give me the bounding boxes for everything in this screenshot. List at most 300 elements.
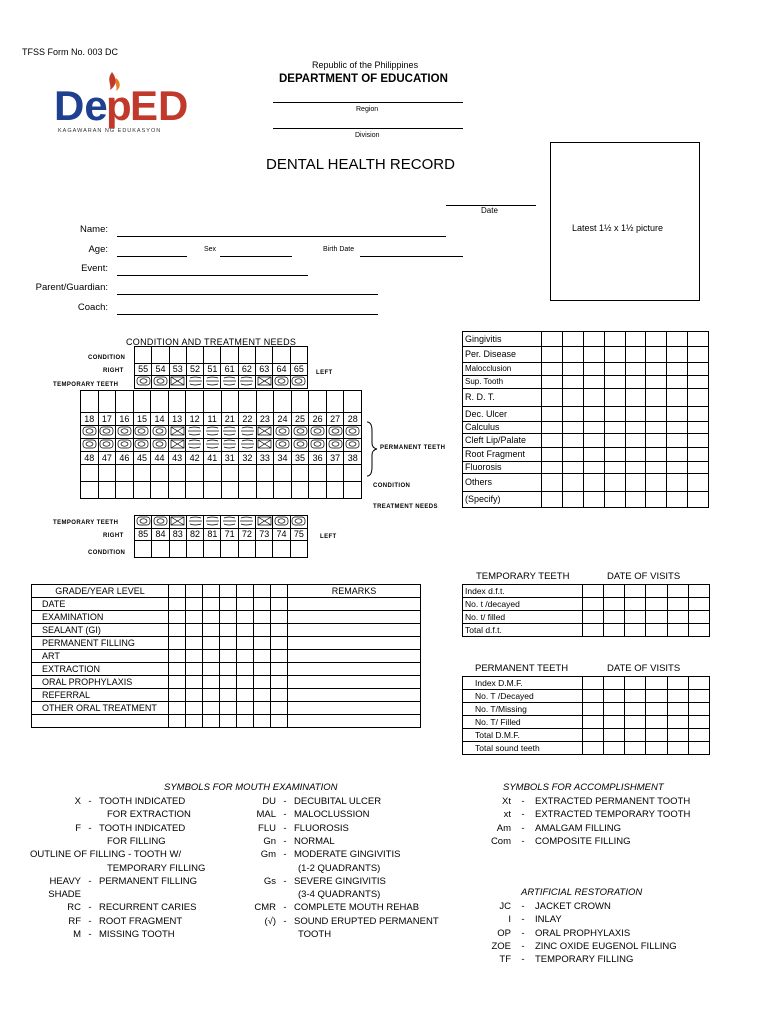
tooth-cell[interactable] <box>221 465 239 482</box>
visit-cell[interactable] <box>667 729 688 742</box>
grade-cell[interactable] <box>186 598 203 611</box>
tooth-cell[interactable] <box>168 391 186 413</box>
condition-cell[interactable] <box>688 448 709 462</box>
tooth-cell[interactable] <box>151 439 169 452</box>
grade-cell[interactable] <box>220 676 237 689</box>
condition-cell[interactable] <box>583 448 604 462</box>
grade-cell[interactable] <box>254 585 271 598</box>
grade-cell[interactable] <box>237 663 254 676</box>
grade-cell[interactable] <box>271 702 288 715</box>
tooth-cell[interactable] <box>203 426 221 439</box>
condition-cell[interactable] <box>688 389 709 407</box>
tooth-cell[interactable] <box>239 482 257 499</box>
condition-cell[interactable] <box>667 474 688 492</box>
grade-cell[interactable] <box>271 689 288 702</box>
grade-cell[interactable] <box>220 598 237 611</box>
condition-cell[interactable] <box>542 347 563 363</box>
condition-cell[interactable] <box>583 434 604 448</box>
grade-cell[interactable] <box>288 650 421 663</box>
condition-cell[interactable] <box>562 347 583 363</box>
tooth-cell[interactable] <box>256 482 274 499</box>
visit-cell[interactable] <box>625 677 646 690</box>
visit-cell[interactable] <box>625 742 646 755</box>
condition-cell[interactable] <box>646 434 667 448</box>
condition-cell[interactable] <box>646 363 667 376</box>
condition-cell[interactable] <box>646 448 667 462</box>
grade-cell[interactable] <box>220 611 237 624</box>
tooth-cell[interactable] <box>326 482 344 499</box>
birth-date-field[interactable] <box>360 256 463 257</box>
grade-cell[interactable] <box>169 650 186 663</box>
visit-cell[interactable] <box>583 677 604 690</box>
visit-cell[interactable] <box>646 703 667 716</box>
condition-cell[interactable] <box>646 422 667 434</box>
visit-cell[interactable] <box>583 624 604 637</box>
condition-cell[interactable] <box>625 434 646 448</box>
tooth-cell[interactable] <box>168 426 186 439</box>
visit-cell[interactable] <box>604 585 625 598</box>
grade-cell[interactable] <box>288 611 421 624</box>
tooth-cell[interactable] <box>151 465 169 482</box>
tooth-cell[interactable] <box>133 426 151 439</box>
name-field[interactable] <box>117 236 446 237</box>
condition-cell[interactable] <box>625 407 646 422</box>
grade-cell[interactable] <box>254 637 271 650</box>
tooth-cell[interactable] <box>133 482 151 499</box>
condition-cell[interactable] <box>688 347 709 363</box>
tooth-cell[interactable] <box>186 516 203 529</box>
grade-cell[interactable] <box>220 637 237 650</box>
condition-cell[interactable] <box>625 462 646 474</box>
condition-cell[interactable] <box>667 462 688 474</box>
grade-cell[interactable] <box>254 650 271 663</box>
tooth-cell[interactable] <box>98 465 116 482</box>
condition-cell[interactable] <box>604 363 625 376</box>
tooth-cell[interactable] <box>309 482 327 499</box>
condition-cell[interactable] <box>562 376 583 389</box>
condition-cell[interactable] <box>542 407 563 422</box>
tooth-cell[interactable] <box>186 391 204 413</box>
condition-cell[interactable] <box>583 462 604 474</box>
tooth-cell[interactable] <box>239 391 257 413</box>
condition-cell[interactable] <box>604 407 625 422</box>
tooth-cell[interactable] <box>152 516 169 529</box>
tooth-cell[interactable] <box>238 376 255 389</box>
grade-cell[interactable] <box>254 702 271 715</box>
tooth-cell[interactable] <box>309 439 327 452</box>
condition-cell[interactable] <box>542 376 563 389</box>
tooth-cell[interactable] <box>203 465 221 482</box>
grade-cell[interactable] <box>220 702 237 715</box>
tooth-cell[interactable] <box>186 482 204 499</box>
visit-cell[interactable] <box>583 742 604 755</box>
condition-cell[interactable] <box>583 376 604 389</box>
tooth-cell[interactable] <box>133 439 151 452</box>
grade-cell[interactable] <box>271 715 288 728</box>
division-line[interactable] <box>273 128 463 129</box>
tooth-cell[interactable] <box>239 465 257 482</box>
visit-cell[interactable] <box>646 677 667 690</box>
visit-cell[interactable] <box>604 716 625 729</box>
grade-cell[interactable] <box>203 689 220 702</box>
condition-cell[interactable] <box>646 492 667 508</box>
condition-cell[interactable] <box>604 332 625 347</box>
tooth-cell[interactable] <box>326 426 344 439</box>
tooth-cell[interactable] <box>291 465 309 482</box>
tooth-cell[interactable] <box>256 376 273 389</box>
tooth-cell[interactable] <box>326 465 344 482</box>
grade-cell[interactable] <box>203 611 220 624</box>
grade-cell[interactable] <box>169 624 186 637</box>
condition-cell[interactable] <box>583 389 604 407</box>
grade-cell[interactable] <box>254 611 271 624</box>
condition-cell[interactable] <box>604 422 625 434</box>
condition-cell[interactable] <box>625 474 646 492</box>
condition-cell[interactable] <box>562 462 583 474</box>
condition-cell[interactable] <box>667 434 688 448</box>
event-field[interactable] <box>117 275 308 276</box>
grade-cell[interactable] <box>237 624 254 637</box>
tooth-cell[interactable] <box>309 426 327 439</box>
condition-cell[interactable] <box>646 332 667 347</box>
condition-cell[interactable] <box>583 407 604 422</box>
condition-cell[interactable] <box>667 363 688 376</box>
condition-cell[interactable] <box>562 474 583 492</box>
tooth-cell[interactable] <box>256 426 274 439</box>
grade-cell[interactable] <box>237 689 254 702</box>
condition-cell[interactable] <box>667 492 688 508</box>
visit-cell[interactable] <box>604 611 625 624</box>
grade-cell[interactable] <box>169 676 186 689</box>
grade-cell[interactable] <box>237 650 254 663</box>
tooth-cell[interactable] <box>116 465 134 482</box>
tooth-cell[interactable] <box>274 391 292 413</box>
tooth-cell[interactable] <box>221 391 239 413</box>
grade-cell[interactable] <box>169 702 186 715</box>
tooth-cell[interactable] <box>239 439 257 452</box>
condition-cell[interactable] <box>542 363 563 376</box>
tooth-cell[interactable] <box>81 465 99 482</box>
tooth-cell[interactable] <box>116 391 134 413</box>
condition-cell[interactable] <box>562 492 583 508</box>
tooth-cell[interactable] <box>81 426 99 439</box>
condition-cell[interactable] <box>646 474 667 492</box>
tooth-cell[interactable] <box>168 465 186 482</box>
condition-cell[interactable] <box>625 389 646 407</box>
condition-cell[interactable] <box>667 347 688 363</box>
tooth-cell[interactable] <box>81 391 99 413</box>
tooth-cell[interactable] <box>274 426 292 439</box>
visit-cell[interactable] <box>646 611 667 624</box>
visit-cell[interactable] <box>625 624 646 637</box>
condition-cell[interactable] <box>604 462 625 474</box>
tooth-cell[interactable] <box>290 516 307 529</box>
tooth-cell[interactable] <box>291 426 309 439</box>
tooth-cell[interactable] <box>133 465 151 482</box>
condition-cell[interactable] <box>688 474 709 492</box>
tooth-cell[interactable] <box>204 376 221 389</box>
condition-cell[interactable] <box>625 422 646 434</box>
grade-cell[interactable] <box>288 637 421 650</box>
grade-cell[interactable] <box>220 624 237 637</box>
visit-cell[interactable] <box>646 742 667 755</box>
condition-cell[interactable] <box>583 492 604 508</box>
visit-cell[interactable] <box>667 677 688 690</box>
grade-cell[interactable] <box>220 689 237 702</box>
tooth-cell[interactable] <box>274 465 292 482</box>
condition-cell[interactable] <box>604 492 625 508</box>
condition-cell[interactable] <box>625 347 646 363</box>
tooth-cell[interactable] <box>291 439 309 452</box>
grade-cell[interactable] <box>271 598 288 611</box>
grade-cell[interactable] <box>271 585 288 598</box>
condition-cell[interactable] <box>667 448 688 462</box>
condition-cell[interactable] <box>562 407 583 422</box>
visit-cell[interactable] <box>625 716 646 729</box>
tooth-cell[interactable] <box>309 391 327 413</box>
tooth-cell[interactable] <box>326 391 344 413</box>
grade-cell[interactable] <box>186 624 203 637</box>
grade-cell[interactable] <box>220 663 237 676</box>
tooth-cell[interactable] <box>344 439 362 452</box>
grade-cell[interactable] <box>186 689 203 702</box>
tooth-cell[interactable] <box>273 516 290 529</box>
tooth-cell[interactable] <box>290 376 307 389</box>
visit-cell[interactable] <box>667 716 688 729</box>
condition-cell[interactable] <box>667 389 688 407</box>
tooth-cell[interactable] <box>221 439 239 452</box>
grade-cell[interactable] <box>169 585 186 598</box>
tooth-cell[interactable] <box>221 482 239 499</box>
condition-cell[interactable] <box>688 376 709 389</box>
visit-cell[interactable] <box>646 624 667 637</box>
visit-cell[interactable] <box>667 585 688 598</box>
condition-cell[interactable] <box>542 492 563 508</box>
condition-cell[interactable] <box>562 363 583 376</box>
condition-cell[interactable] <box>604 434 625 448</box>
condition-cell[interactable] <box>688 434 709 448</box>
grade-cell[interactable] <box>186 715 203 728</box>
tooth-cell[interactable] <box>168 482 186 499</box>
grade-cell[interactable] <box>254 676 271 689</box>
condition-cell[interactable] <box>583 422 604 434</box>
sex-field[interactable] <box>220 256 292 257</box>
tooth-cell[interactable] <box>116 439 134 452</box>
grade-cell[interactable] <box>288 598 421 611</box>
visit-cell[interactable] <box>688 598 709 611</box>
tooth-cell[interactable] <box>81 439 99 452</box>
grade-cell[interactable] <box>169 611 186 624</box>
grade-cell[interactable] <box>169 598 186 611</box>
coach-field[interactable] <box>117 314 378 315</box>
condition-cell[interactable] <box>667 407 688 422</box>
condition-cell[interactable] <box>604 389 625 407</box>
visit-cell[interactable] <box>583 690 604 703</box>
condition-cell[interactable] <box>646 376 667 389</box>
tooth-cell[interactable] <box>133 391 151 413</box>
tooth-cell[interactable] <box>291 482 309 499</box>
condition-cell[interactable] <box>604 448 625 462</box>
visit-cell[interactable] <box>646 585 667 598</box>
tooth-cell[interactable] <box>344 465 362 482</box>
condition-cell[interactable] <box>667 376 688 389</box>
condition-cell[interactable] <box>646 462 667 474</box>
condition-cell[interactable] <box>562 389 583 407</box>
tooth-cell[interactable] <box>186 465 204 482</box>
grade-cell[interactable] <box>271 650 288 663</box>
visit-cell[interactable] <box>625 729 646 742</box>
tooth-cell[interactable] <box>186 426 204 439</box>
tooth-cell[interactable] <box>326 439 344 452</box>
grade-cell[interactable] <box>169 637 186 650</box>
grade-cell[interactable] <box>288 624 421 637</box>
grade-cell[interactable] <box>254 689 271 702</box>
tooth-cell[interactable] <box>135 376 152 389</box>
tooth-cell[interactable] <box>256 465 274 482</box>
tooth-cell[interactable] <box>203 439 221 452</box>
condition-cell[interactable] <box>604 474 625 492</box>
grade-cell[interactable] <box>169 715 186 728</box>
grade-cell[interactable] <box>220 715 237 728</box>
condition-cell[interactable] <box>688 363 709 376</box>
visit-cell[interactable] <box>583 585 604 598</box>
condition-cell[interactable] <box>562 448 583 462</box>
grade-cell[interactable] <box>220 650 237 663</box>
grade-cell[interactable] <box>254 715 271 728</box>
grade-cell[interactable] <box>237 676 254 689</box>
grade-cell[interactable] <box>288 689 421 702</box>
visit-cell[interactable] <box>688 677 709 690</box>
condition-cell[interactable] <box>562 422 583 434</box>
grade-cell[interactable] <box>186 663 203 676</box>
grade-cell[interactable] <box>220 585 237 598</box>
grade-cell[interactable] <box>288 676 421 689</box>
tooth-cell[interactable] <box>98 391 116 413</box>
condition-cell[interactable] <box>542 448 563 462</box>
visit-cell[interactable] <box>604 729 625 742</box>
visit-cell[interactable] <box>604 677 625 690</box>
condition-cell[interactable] <box>646 407 667 422</box>
grade-cell[interactable] <box>203 624 220 637</box>
tooth-cell[interactable] <box>98 439 116 452</box>
grade-cell[interactable] <box>203 650 220 663</box>
tooth-cell[interactable] <box>151 426 169 439</box>
tooth-cell[interactable] <box>135 516 152 529</box>
grade-cell[interactable] <box>288 702 421 715</box>
visit-cell[interactable] <box>583 703 604 716</box>
tooth-cell[interactable] <box>204 516 221 529</box>
tooth-cell[interactable] <box>116 426 134 439</box>
condition-cell[interactable] <box>667 422 688 434</box>
grade-cell[interactable] <box>271 611 288 624</box>
tooth-cell[interactable] <box>152 376 169 389</box>
visit-cell[interactable] <box>646 598 667 611</box>
tooth-cell[interactable] <box>291 391 309 413</box>
visit-cell[interactable] <box>583 611 604 624</box>
condition-cell[interactable] <box>542 332 563 347</box>
grade-cell[interactable] <box>254 663 271 676</box>
grade-cell[interactable] <box>271 676 288 689</box>
visit-cell[interactable] <box>667 742 688 755</box>
grade-cell[interactable] <box>237 585 254 598</box>
grade-cell[interactable] <box>203 715 220 728</box>
tooth-cell[interactable] <box>238 516 255 529</box>
condition-cell[interactable] <box>625 448 646 462</box>
visit-cell[interactable] <box>688 729 709 742</box>
tooth-cell[interactable] <box>186 439 204 452</box>
condition-cell[interactable] <box>625 332 646 347</box>
grade-cell[interactable] <box>203 637 220 650</box>
tooth-cell[interactable] <box>221 426 239 439</box>
grade-cell[interactable] <box>186 637 203 650</box>
visit-cell[interactable] <box>688 742 709 755</box>
grade-cell[interactable] <box>237 598 254 611</box>
grade-cell[interactable] <box>237 611 254 624</box>
condition-cell[interactable] <box>688 422 709 434</box>
grade-cell[interactable] <box>237 637 254 650</box>
grade-cell[interactable] <box>254 624 271 637</box>
tooth-cell[interactable] <box>98 482 116 499</box>
region-line[interactable] <box>273 102 463 103</box>
condition-cell[interactable] <box>625 492 646 508</box>
grade-cell[interactable] <box>186 611 203 624</box>
grade-cell[interactable] <box>203 702 220 715</box>
tooth-cell[interactable] <box>151 391 169 413</box>
visit-cell[interactable] <box>583 598 604 611</box>
visit-cell[interactable] <box>604 742 625 755</box>
condition-cell[interactable] <box>583 332 604 347</box>
visit-cell[interactable] <box>646 729 667 742</box>
photo-box[interactable] <box>550 142 700 301</box>
visit-cell[interactable] <box>646 716 667 729</box>
tooth-cell[interactable] <box>344 482 362 499</box>
condition-cell[interactable] <box>583 363 604 376</box>
grade-cell[interactable] <box>186 650 203 663</box>
condition-cell[interactable] <box>542 434 563 448</box>
tooth-cell[interactable] <box>344 391 362 413</box>
grade-cell[interactable] <box>254 598 271 611</box>
parent-field[interactable] <box>117 294 378 295</box>
visit-cell[interactable] <box>646 690 667 703</box>
grade-cell[interactable] <box>203 598 220 611</box>
visit-cell[interactable] <box>688 690 709 703</box>
tooth-cell[interactable] <box>203 482 221 499</box>
grade-cell[interactable] <box>186 676 203 689</box>
condition-cell[interactable] <box>688 462 709 474</box>
condition-cell[interactable] <box>646 389 667 407</box>
tooth-cell[interactable] <box>169 376 186 389</box>
tooth-cell[interactable] <box>274 439 292 452</box>
tooth-cell[interactable] <box>186 376 203 389</box>
condition-cell[interactable] <box>688 492 709 508</box>
condition-cell[interactable] <box>667 332 688 347</box>
grade-cell[interactable] <box>203 663 220 676</box>
visit-cell[interactable] <box>583 729 604 742</box>
tooth-cell[interactable] <box>169 516 186 529</box>
tooth-cell[interactable] <box>168 439 186 452</box>
tooth-cell[interactable] <box>239 426 257 439</box>
condition-cell[interactable] <box>625 376 646 389</box>
condition-cell[interactable] <box>646 347 667 363</box>
condition-cell[interactable] <box>562 332 583 347</box>
tooth-cell[interactable] <box>98 426 116 439</box>
condition-cell[interactable] <box>604 376 625 389</box>
visit-cell[interactable] <box>688 703 709 716</box>
tooth-cell[interactable] <box>256 516 273 529</box>
grade-cell[interactable] <box>186 702 203 715</box>
grade-cell[interactable] <box>271 663 288 676</box>
condition-cell[interactable] <box>562 434 583 448</box>
